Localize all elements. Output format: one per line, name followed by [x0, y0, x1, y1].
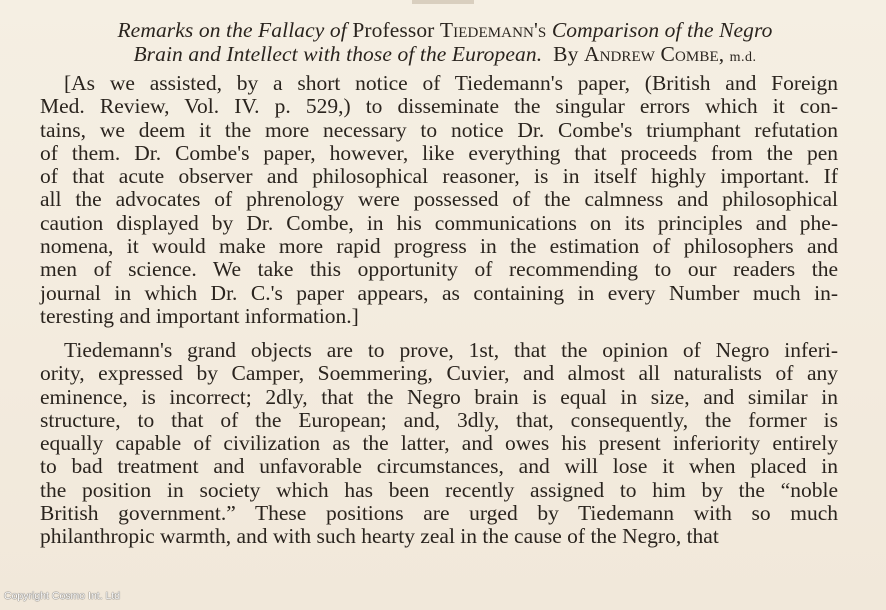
paragraph-line: to bad treatment and unfavorable circumstances, and will lose it when placed in: [40, 454, 838, 479]
paragraph-line: Tiedemann's grand objects are to prove, 1st, that the opinion of Negro inferi-: [64, 338, 838, 362]
title-part-1: Remarks on the Fallacy of: [117, 18, 347, 42]
paragraph-line: of them. Dr. Combe's paper, however, like everything that proceeds from the pen: [40, 140, 838, 165]
paragraph-line: the position in society which has been recently assigned to him by the “noble: [40, 477, 838, 502]
title-name: Tiedemann's: [439, 18, 547, 42]
paragraph-line: tains, we deem it the more necessary to notice Dr. Combe's triumphant refutation: [40, 117, 838, 142]
paragraph-line: all the advocates of phrenology were possessed of the calmness and philosophical: [40, 187, 838, 212]
paragraph-line: eminence, is incorrect; 2dly, that the Negro brain is equal in size, and similar in: [40, 384, 838, 409]
title-part-3: Comparison of the Negro: [551, 18, 773, 42]
paragraph-line: [As we assisted, by a short notice of Tiedemann's paper, (British and Foreign: [64, 71, 838, 95]
paragraph-line: nomena, it would make more rapid progress in the estimation of philosophers and: [40, 234, 838, 259]
page-edge-fragment: [412, 0, 474, 4]
paragraph-line: Med. Review, Vol. IV. p. 529,) to disseminate the singular errors which it con-: [40, 94, 838, 119]
title-by: By: [553, 42, 579, 66]
paragraph-line: journal in which Dr. C.'s paper appears, as containing in every Number much in-: [40, 280, 838, 305]
paragraph-line: British government.” These positions are urged by Tiedemann with so much: [40, 501, 838, 526]
paragraph-line: men of science. We take this opportunity of recommending to our readers the: [40, 257, 838, 282]
paragraph-line: philanthropic warmth, and with such hearty zeal in the cause of the Negro, that: [40, 524, 719, 549]
title-part-4: Brain and Intellect with those of the European.: [133, 42, 543, 66]
paragraph-line: teresting and important information.]: [40, 303, 359, 328]
title-author: Andrew Combe,: [583, 42, 725, 66]
paragraph-line: structure, to that of the European; and, 3dly, that, consequently, the former is: [40, 407, 838, 432]
paragraph-line: of that acute observer and philosophical reasoner, is in itself highly important. If: [40, 164, 838, 189]
article-title: [40, 18, 850, 70]
paragraph-2: [40, 339, 838, 549]
copyright-watermark: Copyright Cosmo Int. Ltd: [4, 590, 121, 602]
paragraph-line: ority, expressed by Camper, Soemmering, Cuvier, and almost all naturalists of any: [40, 361, 838, 386]
title-part-2: Professor: [352, 18, 435, 42]
paragraph-line: caution displayed by Dr. Combe, in his communications on its principles and phe-: [40, 210, 838, 235]
paragraph-1: [40, 72, 838, 328]
paragraph-line: equally capable of civilization as the latter, and owes his present inferiority entirely: [40, 431, 838, 456]
title-degree: m.d.: [729, 50, 757, 65]
